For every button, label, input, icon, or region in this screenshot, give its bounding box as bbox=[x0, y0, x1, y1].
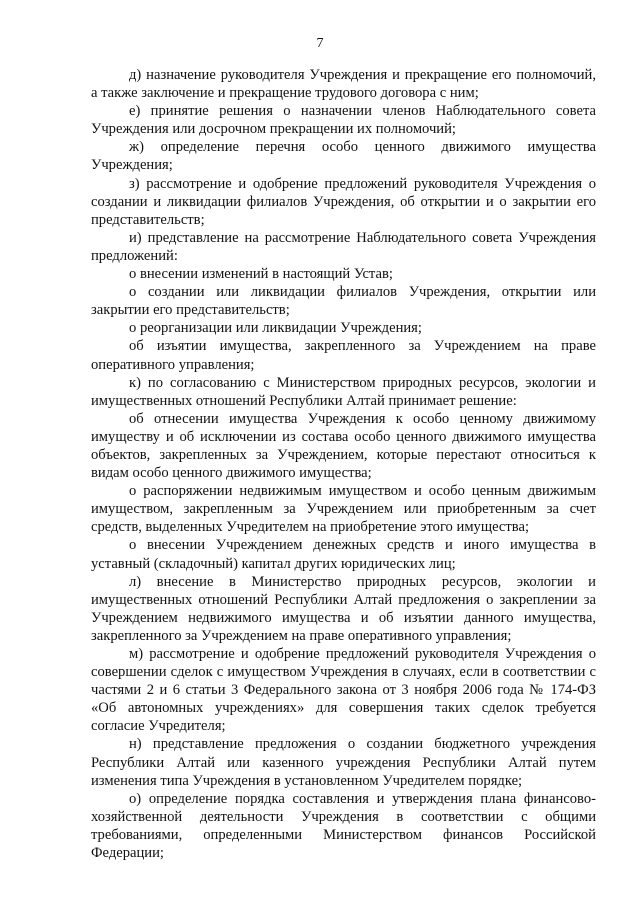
paragraph-k-item-3: о внесении Учреждением денежных средств и иного имущества в уставный (складочный) капитал других юридических лиц; bbox=[91, 537, 596, 572]
paragraph-i-item-1: о внесении изменений в настоящий Устав; bbox=[129, 266, 393, 283]
paragraph-i-item-3: о реорганизации или ликвидации Учреждения; bbox=[129, 320, 422, 337]
paragraph-m: м) рассмотрение и одобрение предложений руководителя Учреждения о совершении сделок с имуществом Учреждения в случаях, если в соответствии с частями 2 и 6 статьи 3 Федерального закона от 3 ноября 2006 года № 174-ФЗ «Об автономных учреждениях» для совершения таких сделок требуется согласие Учредителя; bbox=[91, 646, 596, 735]
paragraph-d: д) назначение руководителя Учреждения и прекращение его полномочий, а также заключение и прекращение трудового договора с ним; bbox=[91, 67, 596, 102]
paragraph-z: з) рассмотрение и одобрение предложений руководителя Учреждения о создании и ликвидации филиалов Учреждения, об открытии и о закрытии его представительств; bbox=[91, 175, 596, 228]
paragraph-o: о) определение порядка составления и утверждения плана финансово-хозяйственной деятельности Учреждения в соответствии с общими требованиями, определенными Министерством финансов Российской Федерации; bbox=[91, 790, 596, 862]
paragraph-i: и) представление на рассмотрение Наблюдательного совета Учреждения предложений: bbox=[91, 229, 596, 264]
paragraph-i-item-4: об изъятии имущества, закрепленного за Учреждением на праве оперативного управления; bbox=[91, 338, 596, 373]
paragraph-l: л) внесение в Министерство природных ресурсов, экологии и имущественных отношений Республики Алтай предложения о закреплении за Учреждением недвижимого имущества и об изъятии данного имущества, закрепленного за Учреждением на праве оперативного управления; bbox=[91, 573, 596, 644]
paragraph-zh: ж) определение перечня особо ценного движимого имущества Учреждения; bbox=[91, 139, 596, 174]
paragraph-i-item-2: о создании или ликвидации филиалов Учреждения, открытии или закрытии его представительств; bbox=[91, 284, 596, 319]
paragraph-n: н) представление предложения о создании бюджетного учреждения Республики Алтай или казенного учреждения Республики Алтай путем изменения типа Учреждения в установленном Учредителем порядке; bbox=[91, 736, 596, 789]
document-body bbox=[91, 66, 596, 862]
paragraph-e: е) принятие решения о назначении членов Наблюдательного совета Учреждения или досрочном прекращении их полномочий; bbox=[91, 103, 596, 138]
paragraph-k-item-2: о распоряжении недвижимым имуществом и особо ценным движимым имуществом, закрепленным за Учреждением или приобретенным за счет средств, выделенных Учредителем на приобретение этого имущества; bbox=[91, 483, 596, 536]
paragraph-k: к) по согласованию с Министерством природных ресурсов, экологии и имущественных отношений Республики Алтай принимает решение: bbox=[91, 374, 596, 409]
paragraph-k-item-1: об отнесении имущества Учреждения к особо ценному движимому имуществу и об исключении из состава особо ценного движимого имущества объектов, закрепленных за Учреждением, которые перестают относиться к видам особо ценного движимого имущества; bbox=[91, 410, 596, 482]
page-number: 7 bbox=[316, 36, 324, 51]
